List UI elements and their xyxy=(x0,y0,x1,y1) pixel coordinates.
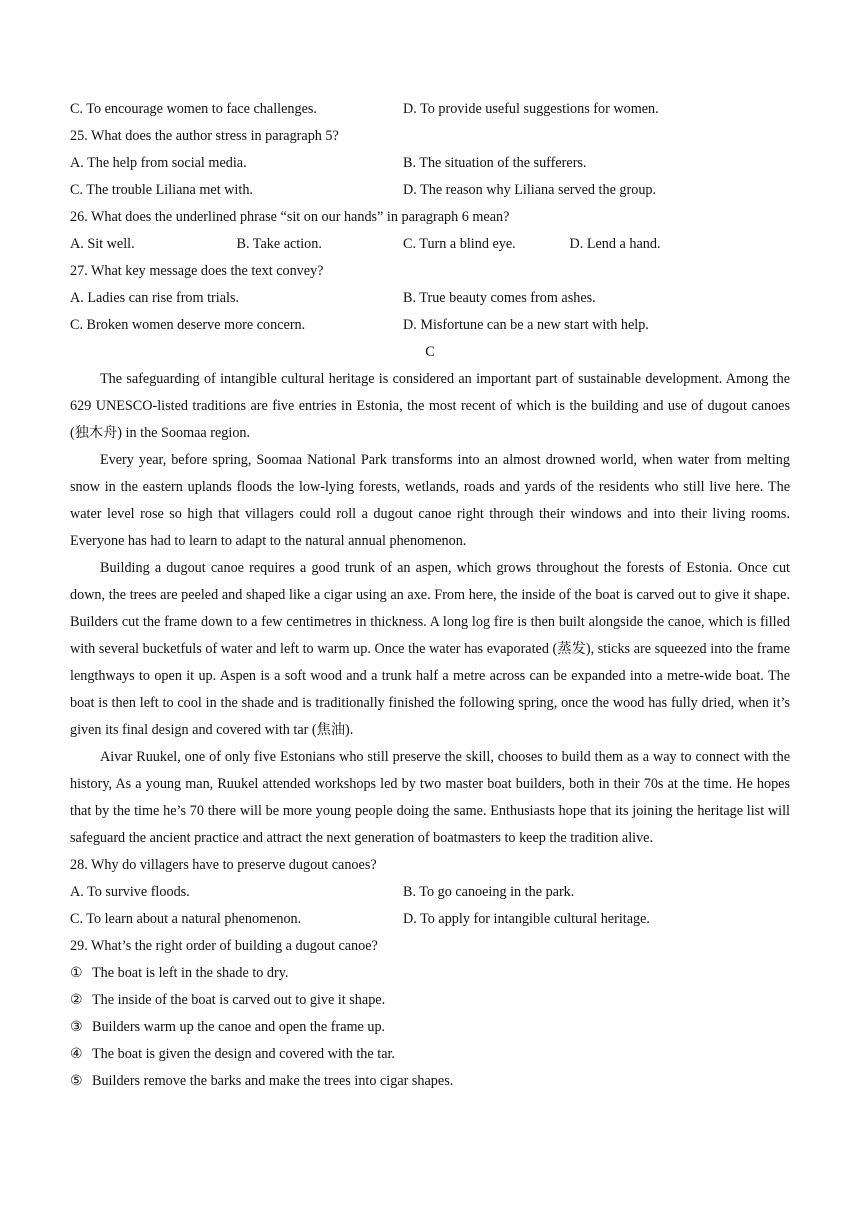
q28-stem: 28. Why do villagers have to preserve dugout canoes? xyxy=(70,857,377,873)
q27-option-d: D. Misfortune can be a new start with help. xyxy=(403,317,649,333)
step-number: ② xyxy=(70,992,83,1008)
q28-option-a: A. To survive floods. xyxy=(70,884,190,900)
q29-step xyxy=(70,987,790,1014)
q24-option-d: D. To provide useful suggestions for women. xyxy=(403,101,659,117)
q28-option-c: C. To learn about a natural phenomenon. xyxy=(70,911,302,927)
q27-option-a: A. Ladies can rise from trials. xyxy=(70,290,240,306)
q26-option-a: A. Sit well. xyxy=(70,236,135,252)
q28-option-b: B. To go canoeing in the park. xyxy=(403,884,575,900)
step-text: The boat is given the design and covered with the tar. xyxy=(92,1046,395,1062)
q25-option-a: A. The help from social media. xyxy=(70,155,247,171)
step-text: The boat is left in the shade to dry. xyxy=(92,965,289,981)
step-number: ⑤ xyxy=(70,1073,83,1089)
q26-stem: 26. What does the underlined phrase “sit on our hands” in paragraph 6 mean? xyxy=(70,209,510,225)
q28-options-row-1 xyxy=(70,879,790,906)
step-text: Builders remove the barks and make the trees into cigar shapes. xyxy=(92,1073,454,1089)
q28-option-d: D. To apply for intangible cultural heritage. xyxy=(403,911,650,927)
q26-option-d: D. Lend a hand. xyxy=(569,236,661,252)
q27-option-b: B. True beauty comes from ashes. xyxy=(403,290,596,306)
q29-step xyxy=(70,1041,790,1068)
q29-stem: 29. What’s the right order of building a dugout canoe? xyxy=(70,938,378,954)
q29-step xyxy=(70,1068,790,1095)
passage-paragraph-3: Building a dugout canoe requires a good trunk of an aspen, which grows throughout the forests of Estonia. Once cut down, the trees are peeled and shaped like a cigar using an axe. From here, the inside of the boat is carved out to give it shape. Builders cut the frame down to a few centimetres in thickness. A long log fire is then built alongside the canoe, which is filled with several bucketfuls of water and left to warm up. Once the water has evaporated (蒸发), sticks are squeezed into the frame lengthways to open it up. Aspen is a soft wood and a trunk half a metre across can be expanded into a metre-wide boat. The boat is then left to cool in the shade and is traditionally finished the following spring, once the wood has fully dried, when it’s given its final design and covered with tar (焦油). xyxy=(70,560,790,738)
q26-option-c: C. Turn a blind eye. xyxy=(403,236,516,252)
q29-step xyxy=(70,960,790,987)
q29-step xyxy=(70,1014,790,1041)
section-c-title: C xyxy=(425,344,435,360)
q27-stem: 27. What key message does the text convey? xyxy=(70,263,324,279)
step-number: ① xyxy=(70,965,83,981)
q25-options-row-1 xyxy=(70,150,790,177)
passage-paragraph-2: Every year, before spring, Soomaa National Park transforms into an almost drowned world, when water from melting snow in the eastern uplands floods the low-lying forests, wetlands, roads and yards of the residents who still live here. The water level rose so high that villagers could roll a dugout canoe right through their windows and into their living rooms. Everyone has had to learn to adapt to the natural annual phenomenon. xyxy=(70,452,790,549)
q27-options-row-2 xyxy=(70,312,790,339)
step-number: ④ xyxy=(70,1046,83,1062)
passage-paragraph-4: Aivar Ruukel, one of only five Estonians who still preserve the skill, chooses to build them as a way to connect with the history, As a young man, Ruukel attended workshops led by two master boat builders, both in their 70s at the time. He hopes that by the time he’s 70 there will be more young people doing the same. Enthusiasts hope that its joining the heritage list will safeguard the ancient practice and attract the next generation of boatmasters to keep the tradition alive. xyxy=(70,749,790,846)
passage-paragraph-1: The safeguarding of intangible cultural heritage is considered an important part of sustainable development. Among the 629 UNESCO-listed traditions are five entries in Estonia, the most recent of which is the building and use of dugout canoes (独木舟) in the Soomaa region. xyxy=(70,371,790,441)
q25-option-b: B. The situation of the sufferers. xyxy=(403,155,587,171)
q28-options-row-2 xyxy=(70,906,790,933)
document-page xyxy=(70,96,790,1095)
q27-options-row-1 xyxy=(70,285,790,312)
q24-options-row xyxy=(70,96,790,123)
q25-options-row-2 xyxy=(70,177,790,204)
q24-option-c: C. To encourage women to face challenges. xyxy=(70,101,317,117)
step-text: Builders warm up the canoe and open the frame up. xyxy=(92,1019,386,1035)
q26-options-row xyxy=(70,231,790,258)
step-number: ③ xyxy=(70,1019,83,1035)
q27-option-c: C. Broken women deserve more concern. xyxy=(70,317,306,333)
q26-option-b: B. Take action. xyxy=(236,236,322,252)
step-text: The inside of the boat is carved out to give it shape. xyxy=(92,992,386,1008)
q25-stem: 25. What does the author stress in paragraph 5? xyxy=(70,128,339,144)
q25-option-d: D. The reason why Liliana served the group. xyxy=(403,182,657,198)
q25-option-c: C. The trouble Liliana met with. xyxy=(70,182,253,198)
